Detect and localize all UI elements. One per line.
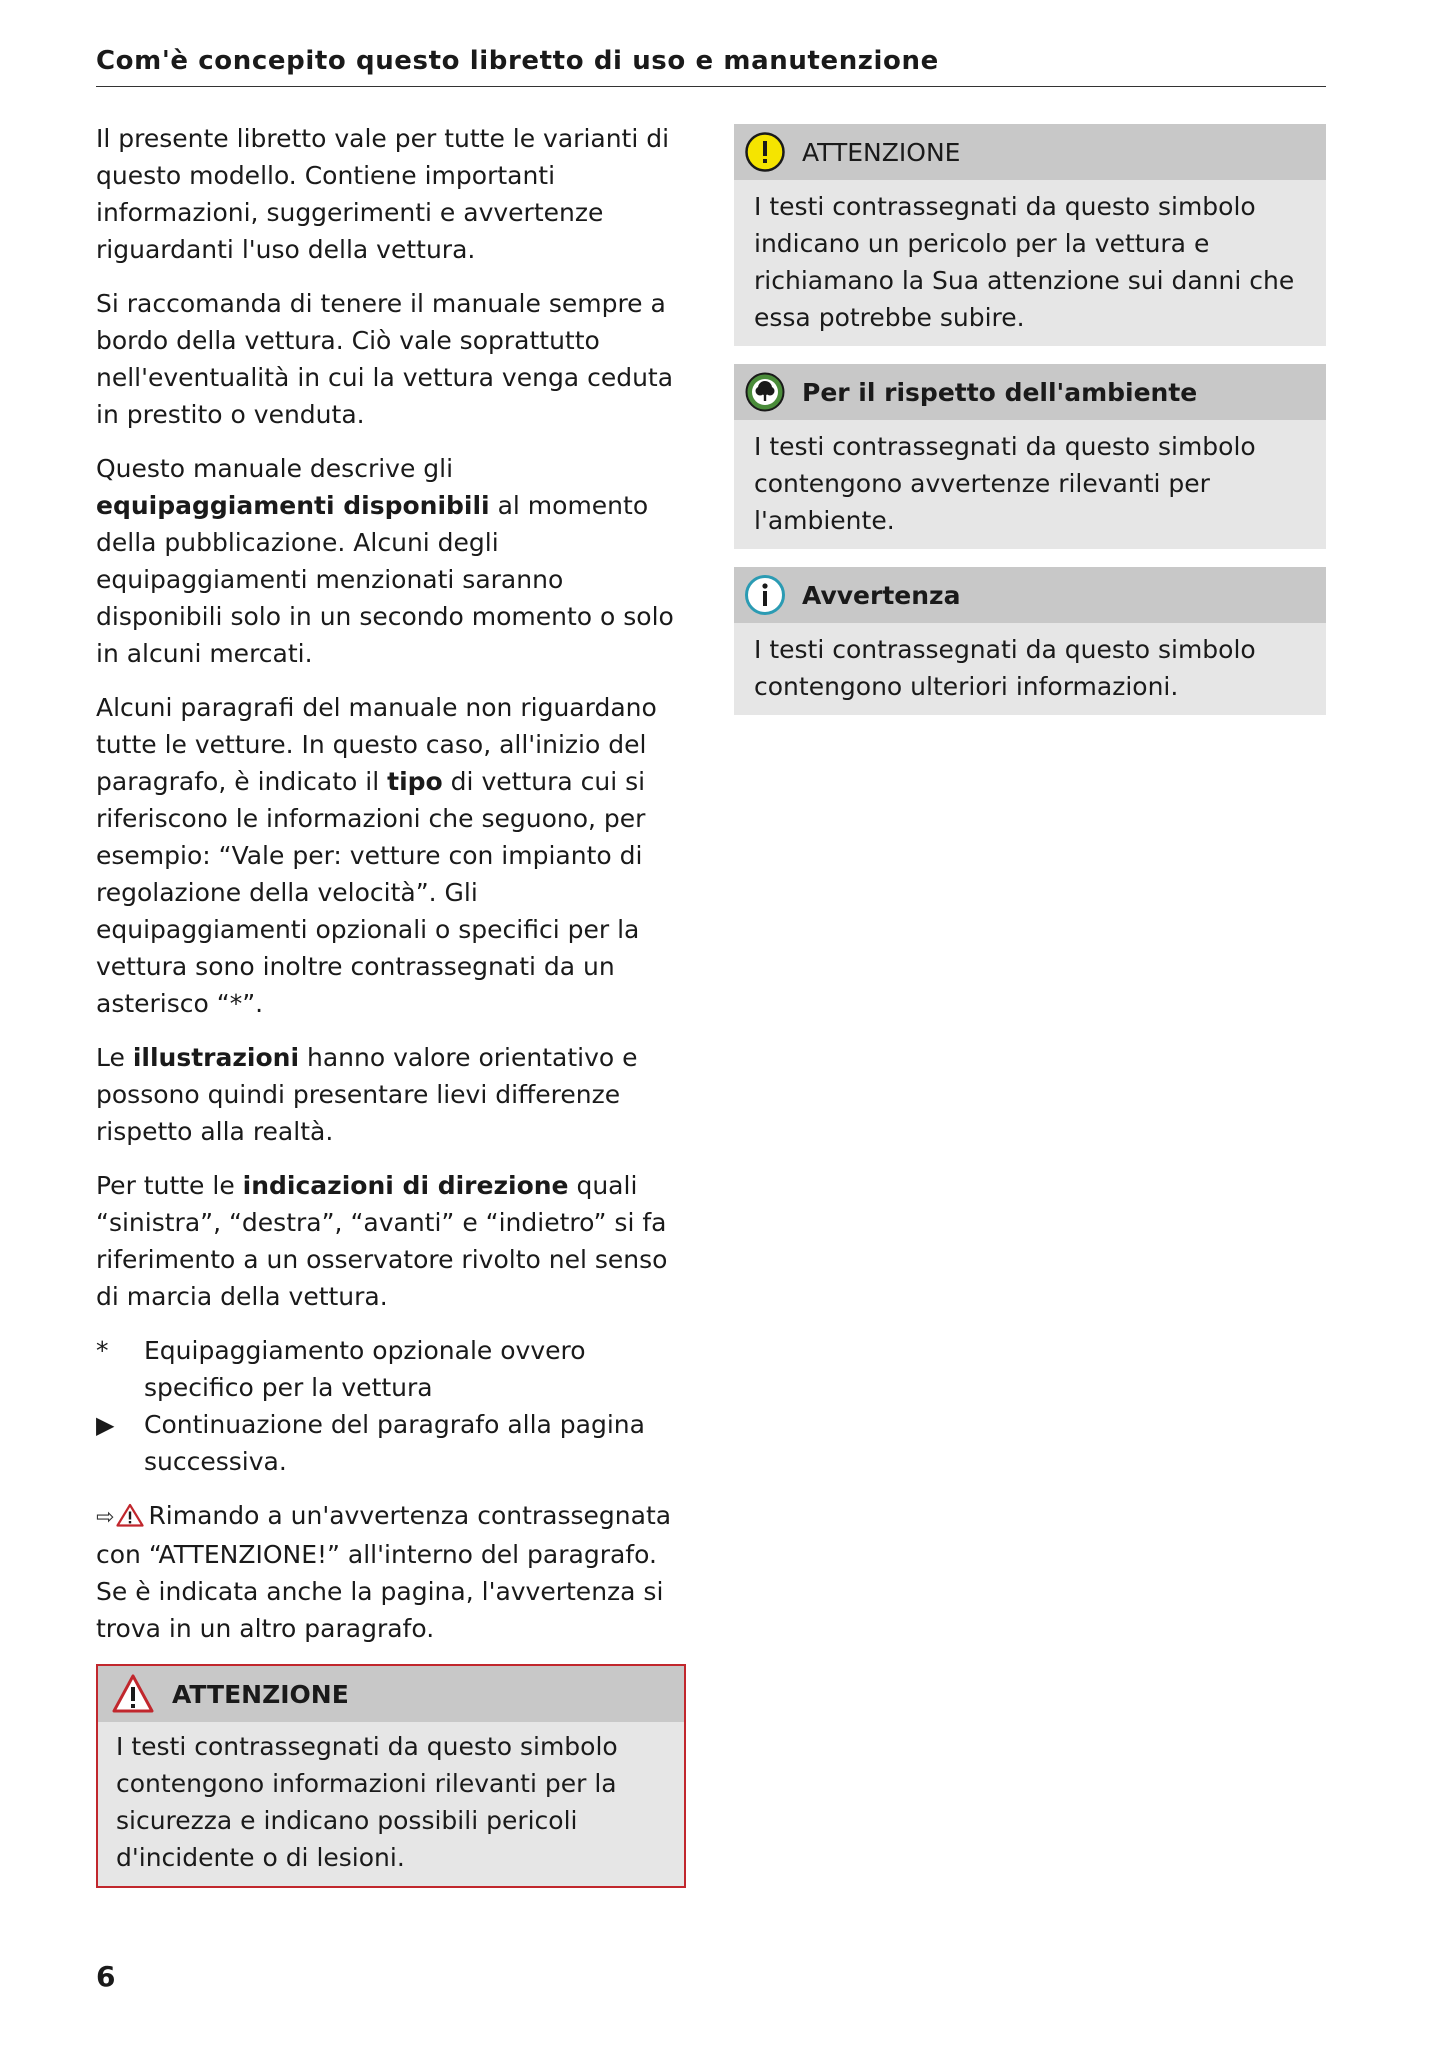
bold-term: illustrazioni [132,1043,300,1072]
environment-header [734,364,1326,420]
paragraph-keep-on-board: Si raccomanda di tenere il manuale sempre a bordo della vettura. Ciò vale soprattutto nell'eventualità in cui la vettura venga ceduta in prestito o venduta. [96,289,674,429]
legend-item-continuation [96,1406,686,1480]
caution-title: ATTENZIONE [802,137,961,167]
page-header-title: Com'è concepito questo libretto di uso e manutenzione [96,46,939,76]
environment-box [734,364,1326,549]
warning-triangle-icon [116,1503,144,1527]
note-body: I testi contrassegnati da questo simbolo contengono ulteriori informazioni. [754,635,1256,701]
bold-term: indicazioni di direzione [242,1171,569,1200]
info-icon [744,574,786,616]
play-triangle-icon: ▶ [96,1411,115,1439]
bold-term: tipo [387,767,443,796]
asterisk-icon: * [96,1336,109,1365]
environment-title: Per il rispetto dell'ambiente [802,377,1198,407]
paragraph-vehicle-type: Alcuni paragrafi del manuale non riguardano tutte le vetture. In questo caso, all'inizio del paragrafo, è indicato il tipo di vettura cui si riferiscono le informazioni che seguono, per esempio: “Vale per: vetture con impianto di regolazione della velocità”. Gli equipaggiamenti opzionali o specifici per la vettura sono inoltre contrassegnati da un asterisco “*”. [96,693,657,1018]
exclamation-circle-icon [744,131,786,173]
symbol-legend [96,1332,686,1480]
reference-text: Rimando a un'avvertenza contrassegnata con “ATTENZIONE!” all'interno del paragrafo. Se è indicata anche la pagina, l'avvertenza si trova in un altro paragrafo. [96,1501,672,1643]
safety-warning-header [98,1666,684,1722]
warning-triangle-icon [110,1673,156,1715]
bold-term: equipaggiamenti disponibili [96,491,490,520]
caution-header [734,124,1326,180]
paragraph-intro: Il presente libretto vale per tutte le varianti di questo modello. Contiene importanti informazioni, suggerimenti e avvertenze riguardanti l'uso della vettura. [96,124,670,264]
arrow-right-icon: ⇨ [96,1505,115,1530]
header-divider [96,86,1326,87]
page-number: 6 [96,1960,116,1993]
legend-text: Continuazione del paragrafo alla pagina successiva. [144,1410,645,1476]
paragraph-directions: Per tutte le indicazioni di direzione quali “sinistra”, “destra”, “avanti” e “indietro” si fa riferimento a un osservatore rivolto nel senso di marcia della vettura. [96,1171,668,1311]
main-text-column [96,120,686,1888]
legend-text: Equipaggiamento opzionale ovvero specifico per la vettura [144,1336,586,1402]
note-title: Avvertenza [802,580,961,610]
notice-column [734,124,1326,733]
caution-box [734,124,1326,346]
caution-body: I testi contrassegnati da questo simbolo indicano un pericolo per la vettura e richiamano la Sua attenzione sui danni che essa potrebbe subire. [754,192,1295,332]
paragraph-warning-reference [96,1497,686,1647]
paragraph-illustrations: Le illustrazioni hanno valore orientativo e possono quindi presentare lievi differenze rispetto alla realtà. [96,1043,638,1146]
safety-warning-body: I testi contrassegnati da questo simbolo contengono informazioni rilevanti per la sicurezza e indicano possibili pericoli d'incidente o di lesioni. [116,1732,618,1872]
tree-icon [744,371,786,413]
environment-body: I testi contrassegnati da questo simbolo contengono avvertenze rilevanti per l'ambiente. [754,432,1256,535]
note-header [734,567,1326,623]
paragraph-equipment: Questo manuale descrive gli equipaggiamenti disponibili al momento della pubblicazione. Alcuni degli equipaggiamenti menzionati saranno disponibili solo in un secondo momento o solo in alcuni mercati. [96,454,674,668]
legend-item-asterisk [96,1332,686,1406]
safety-warning-box [96,1664,686,1888]
safety-warning-title: ATTENZIONE [172,1679,349,1709]
note-box [734,567,1326,715]
